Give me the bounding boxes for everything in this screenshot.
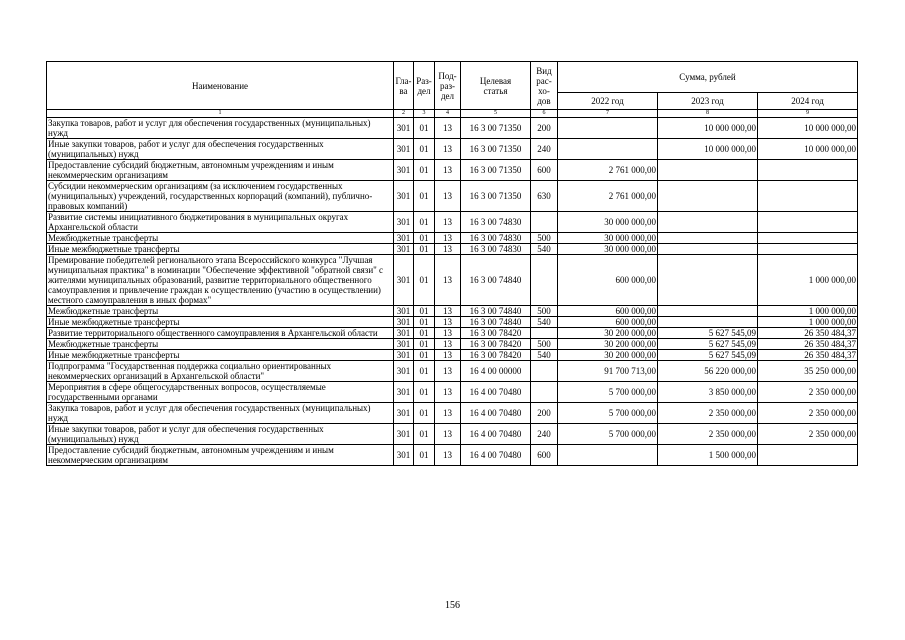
cell-name: Закупка товаров, работ и услуг для обеспечения государственных (муниципальных) нужд [47,118,394,139]
cell-name: Предоставление субсидий бюджетным, автономным учреждениям и иным некоммерческим организациям [47,160,394,181]
cell-section: 01 [414,244,435,255]
cell-sum-2022: 30 200 000,00 [558,328,658,339]
cell-chapter: 301 [394,118,414,139]
cell-sum-2023 [658,212,758,233]
cell-subsection: 13 [435,160,461,181]
cell-kind: 500 [531,339,558,350]
cell-chapter: 301 [394,139,414,160]
cell-sum-2024: 10 000 000,00 [758,139,858,160]
col-number: 6 [531,110,558,118]
cell-sum-2023 [658,306,758,317]
cell-chapter: 301 [394,424,414,445]
cell-name: Премирование победителей регионального этапа Всероссийского конкурса "Лучшая муниципальная практика" в номинации "Обеспечение эффективной "обратной связи" с жителями муниципальных образований, развитие территориального общественного самоуправления и привлечение граждан к осуществлению (участию в осуществлении) местного самоуправления в иных формах" [47,255,394,306]
cell-subsection: 13 [435,317,461,328]
cell-section: 01 [414,424,435,445]
cell-sum-2023: 3 850 000,00 [658,382,758,403]
col-number: 1 [47,110,394,118]
table-row [47,339,858,350]
header-year-2023: 2023 год [658,93,758,110]
cell-section: 01 [414,255,435,306]
cell-sum-2023: 2 350 000,00 [658,424,758,445]
cell-name: Предоставление субсидий бюджетным, автономным учреждениям и иным некоммерческим организациям [47,445,394,466]
cell-target: 16 3 00 78420 [461,339,531,350]
column-number-row [47,110,858,118]
cell-section: 01 [414,382,435,403]
cell-target: 16 4 00 70480 [461,403,531,424]
cell-chapter: 301 [394,361,414,382]
cell-name: Межбюджетные трансферты [47,306,394,317]
table-row [47,244,858,255]
table-row [47,328,858,339]
cell-subsection: 13 [435,118,461,139]
cell-chapter: 301 [394,445,414,466]
cell-name: Иные закупки товаров, работ и услуг для обеспечения государственных (муниципальных) нужд [47,424,394,445]
cell-sum-2022: 600 000,00 [558,255,658,306]
cell-kind: 200 [531,118,558,139]
cell-kind: 540 [531,317,558,328]
cell-target: 16 3 00 74840 [461,255,531,306]
cell-target: 16 3 00 78420 [461,350,531,361]
cell-sum-2023: 5 627 545,09 [658,328,758,339]
cell-section: 01 [414,403,435,424]
cell-section: 01 [414,212,435,233]
cell-sum-2024: 26 350 484,37 [758,328,858,339]
cell-kind [531,212,558,233]
cell-subsection: 13 [435,424,461,445]
cell-sum-2024 [758,212,858,233]
cell-sum-2023 [658,244,758,255]
cell-name: Межбюджетные трансферты [47,339,394,350]
cell-target: 16 3 00 71350 [461,118,531,139]
table-row [47,424,858,445]
cell-section: 01 [414,361,435,382]
cell-sum-2022: 30 000 000,00 [558,233,658,244]
cell-sum-2024: 1 000 000,00 [758,255,858,306]
cell-chapter: 301 [394,350,414,361]
cell-target: 16 4 00 70480 [461,424,531,445]
cell-sum-2023: 56 220 000,00 [658,361,758,382]
table-row [47,233,858,244]
cell-sum-2024: 2 350 000,00 [758,382,858,403]
cell-name: Закупка товаров, работ и услуг для обеспечения государственных (муниципальных) нужд [47,403,394,424]
cell-sum-2023: 5 627 545,09 [658,350,758,361]
cell-sum-2022: 30 200 000,00 [558,350,658,361]
cell-target: 16 3 00 78420 [461,328,531,339]
cell-kind: 540 [531,350,558,361]
table-row [47,382,858,403]
cell-sum-2024: 26 350 484,37 [758,350,858,361]
cell-section: 01 [414,118,435,139]
cell-subsection: 13 [435,328,461,339]
col-number: 9 [758,110,858,118]
cell-kind: 240 [531,424,558,445]
cell-subsection: 13 [435,212,461,233]
cell-subsection: 13 [435,233,461,244]
cell-kind: 200 [531,403,558,424]
cell-chapter: 301 [394,339,414,350]
cell-kind [531,328,558,339]
cell-name: Мероприятия в сфере общегосударственных вопросов, осуществляемые государственными органами [47,382,394,403]
cell-sum-2023: 10 000 000,00 [658,118,758,139]
header-name: Наименование [47,62,394,110]
cell-subsection: 13 [435,181,461,212]
table-body [47,118,858,466]
cell-target: 16 3 00 71350 [461,139,531,160]
cell-section: 01 [414,306,435,317]
cell-name: Иные межбюджетные трансферты [47,317,394,328]
cell-sum-2022: 5 700 000,00 [558,403,658,424]
cell-sum-2024: 35 250 000,00 [758,361,858,382]
cell-sum-2024: 1 000 000,00 [758,317,858,328]
cell-sum-2024: 2 350 000,00 [758,424,858,445]
table-row [47,118,858,139]
cell-kind: 240 [531,139,558,160]
cell-section: 01 [414,339,435,350]
cell-sum-2022: 2 761 000,00 [558,181,658,212]
cell-subsection: 13 [435,382,461,403]
cell-target: 16 3 00 71350 [461,181,531,212]
cell-target: 16 3 00 71350 [461,160,531,181]
col-number: 7 [558,110,658,118]
header-kind: Вид рас- хо- дов [531,62,558,110]
cell-chapter: 301 [394,328,414,339]
cell-section: 01 [414,317,435,328]
cell-chapter: 301 [394,233,414,244]
cell-chapter: 301 [394,317,414,328]
cell-sum-2024 [758,244,858,255]
cell-chapter: 301 [394,160,414,181]
cell-sum-2022 [558,445,658,466]
cell-target: 16 4 00 00000 [461,361,531,382]
cell-sum-2024: 2 350 000,00 [758,403,858,424]
cell-subsection: 13 [435,306,461,317]
cell-kind: 500 [531,306,558,317]
cell-kind: 630 [531,181,558,212]
col-number: 3 [414,110,435,118]
table-row [47,317,858,328]
cell-name: Иные закупки товаров, работ и услуг для обеспечения государственных (муниципальных) нужд [47,139,394,160]
cell-kind [531,361,558,382]
col-number: 8 [658,110,758,118]
cell-sum-2024: 10 000 000,00 [758,118,858,139]
table-row [47,350,858,361]
header-section: Раз- дел [414,62,435,110]
cell-sum-2023: 2 350 000,00 [658,403,758,424]
cell-subsection: 13 [435,255,461,306]
cell-sum-2022: 5 700 000,00 [558,424,658,445]
cell-target: 16 3 00 74830 [461,212,531,233]
budget-table [46,61,858,466]
cell-section: 01 [414,350,435,361]
cell-chapter: 301 [394,181,414,212]
cell-sum-2022 [558,118,658,139]
header-target: Целевая статья [461,62,531,110]
cell-subsection: 13 [435,339,461,350]
cell-target: 16 4 00 70480 [461,382,531,403]
cell-target: 16 3 00 74840 [461,317,531,328]
cell-sum-2023: 5 627 545,09 [658,339,758,350]
cell-sum-2023: 1 500 000,00 [658,445,758,466]
table-row [47,160,858,181]
cell-sum-2022: 600 000,00 [558,317,658,328]
cell-sum-2022: 30 000 000,00 [558,244,658,255]
cell-chapter: 301 [394,255,414,306]
cell-target: 16 3 00 74830 [461,233,531,244]
cell-kind [531,382,558,403]
cell-chapter: 301 [394,306,414,317]
table-row [47,445,858,466]
cell-name: Подпрограмма "Государственная поддержка социально ориентированных некоммерческих организаций в Архангельской области" [47,361,394,382]
cell-sum-2023 [658,160,758,181]
cell-sum-2023: 10 000 000,00 [658,139,758,160]
table-row [47,212,858,233]
header-chapter: Гла- ва [394,62,414,110]
cell-sum-2023 [658,255,758,306]
cell-name: Иные межбюджетные трансферты [47,350,394,361]
cell-kind: 500 [531,233,558,244]
cell-chapter: 301 [394,382,414,403]
cell-target: 16 3 00 74830 [461,244,531,255]
page-number: 156 [445,600,460,611]
cell-subsection: 13 [435,445,461,466]
header-year-2022: 2022 год [558,93,658,110]
cell-subsection: 13 [435,139,461,160]
cell-sum-2024 [758,181,858,212]
cell-sum-2022: 30 200 000,00 [558,339,658,350]
cell-kind: 540 [531,244,558,255]
cell-name: Иные межбюджетные трансферты [47,244,394,255]
cell-section: 01 [414,181,435,212]
cell-sum-2024 [758,445,858,466]
cell-chapter: 301 [394,212,414,233]
cell-sum-2022: 600 000,00 [558,306,658,317]
table-row [47,306,858,317]
cell-sum-2024 [758,160,858,181]
cell-subsection: 13 [435,361,461,382]
cell-kind [531,255,558,306]
header-row [47,62,858,93]
cell-subsection: 13 [435,403,461,424]
cell-name: Субсидии некоммерческим организациям (за исключением государственных (муниципальных) учреждений, государственных корпораций (компаний), публично-правовых компаний) [47,181,394,212]
cell-sum-2022 [558,139,658,160]
header-year-2024: 2024 год [758,93,858,110]
cell-sum-2023 [658,317,758,328]
cell-section: 01 [414,233,435,244]
cell-subsection: 13 [435,350,461,361]
col-number: 2 [394,110,414,118]
cell-name: Межбюджетные трансферты [47,233,394,244]
cell-sum-2024 [758,233,858,244]
col-number: 4 [435,110,461,118]
cell-sum-2024: 1 000 000,00 [758,306,858,317]
cell-chapter: 301 [394,403,414,424]
cell-sum-2022: 2 761 000,00 [558,160,658,181]
table-row [47,139,858,160]
table-row [47,255,858,306]
cell-section: 01 [414,160,435,181]
cell-kind: 600 [531,160,558,181]
cell-name: Развитие системы инициативного бюджетирования в муниципальных округах Архангельской области [47,212,394,233]
cell-target: 16 3 00 74840 [461,306,531,317]
header-sum: Сумма, рублей [558,62,858,93]
col-number: 5 [461,110,531,118]
cell-subsection: 13 [435,244,461,255]
cell-target: 16 4 00 70480 [461,445,531,466]
cell-section: 01 [414,139,435,160]
cell-chapter: 301 [394,244,414,255]
cell-kind: 600 [531,445,558,466]
table-row [47,181,858,212]
cell-sum-2024: 26 350 484,37 [758,339,858,350]
table-row [47,403,858,424]
cell-sum-2023 [658,181,758,212]
cell-sum-2022: 30 000 000,00 [558,212,658,233]
cell-section: 01 [414,328,435,339]
header-subsection: Под- раз- дел [435,62,461,110]
cell-name: Развитие территориального общественного самоуправления в Архангельской области [47,328,394,339]
table-row [47,361,858,382]
cell-sum-2022: 91 700 713,00 [558,361,658,382]
cell-section: 01 [414,445,435,466]
cell-sum-2023 [658,233,758,244]
cell-sum-2022: 5 700 000,00 [558,382,658,403]
